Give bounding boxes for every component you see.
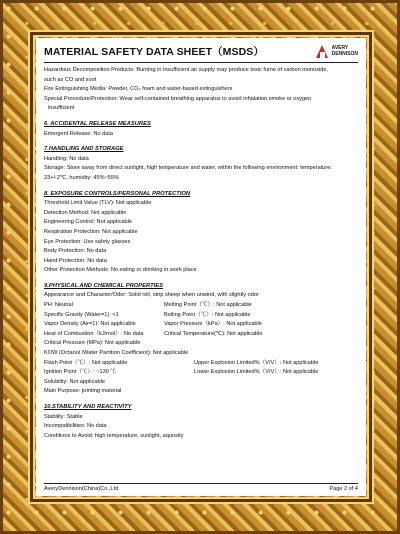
- kow-line: KOW (Octanol /Water Partition Coefficient): Not applicable: [44, 350, 189, 357]
- section-8-line: Detection Method: Not applicable: [44, 209, 127, 216]
- purpose-line: Main Purpose: printing material: [44, 388, 122, 395]
- property-right: Boiling Point（℃）: Not applicable: [164, 311, 251, 318]
- property-row: [44, 330, 358, 340]
- property-row: [44, 359, 358, 369]
- section-8-line: Engineering Control: Not applicable: [44, 219, 133, 226]
- section-6-line: Emergent Release: No data: [44, 130, 114, 137]
- section-8-heading: 8. EXPOSURE CONTROLS/PERSONAL PROTECTION: [44, 190, 191, 197]
- property-right: Lower Explosion Limited%（V/V）: Not applicable: [194, 369, 319, 376]
- property-left: Heat of Combustion（kJ/mol）: No data: [44, 330, 144, 337]
- logo-text-line1: AVERY: [331, 45, 349, 51]
- intro-line: such as CO and soot: [44, 76, 97, 83]
- section-8-line: Other Protection Methods: No eating or drinking in work place: [44, 267, 197, 274]
- property-right: Vapor Pressure（kPa）: Not applicable: [164, 321, 262, 328]
- section-10-line: Incompatibilities: No data: [44, 423, 107, 430]
- property-row: [44, 368, 358, 378]
- page-footer: [44, 483, 358, 492]
- intro-line: insufficient: [48, 105, 75, 112]
- property-right: Critical Temperature(℃): Not applicable: [164, 330, 263, 337]
- section-8-line: Hand Protection: No data: [44, 257, 107, 264]
- footer-company: AveryDennison(China)Co.,Ltd: [44, 486, 119, 492]
- section-7-heading: 7.HANDLING AND STORAGE: [44, 146, 124, 153]
- property-left: Flash Point（℃）: Not applicable: [44, 359, 128, 366]
- intro-line: Special Procedure/Protection: Wear self-contained breathing apparatus to avoid inhalation smoke or oxygen: [44, 95, 312, 102]
- section-8-line: Body Protection: No data: [44, 248, 107, 255]
- section-8-line: Eye Protection: Use safety glasses: [44, 238, 131, 245]
- intro-line: Hazardous Decomposition Products: Burning in insufficient air supply may produce toxic fume of carbon monoxide,: [44, 67, 329, 73]
- logo-triangle-icon: [316, 45, 329, 58]
- section-7-line: Storage: Store away from direct sunlight, high temperature and water, within the following environment: temperature:: [44, 165, 332, 172]
- section-9-heading: 9.PHYSICAL AND CHEMICAL PROPERTIES: [44, 282, 163, 289]
- critical-pressure: Critical Pressure (MPa): Not applicable: [44, 340, 141, 347]
- section-7-line: Handling: No data: [44, 155, 89, 162]
- solubility-line: Solubility: Not applicable: [44, 378, 105, 385]
- property-left: Ignition Point（℃）: ~130 ℃: [44, 369, 116, 376]
- property-row: [44, 320, 358, 330]
- logo-text-line2: DENNISON: [331, 50, 358, 57]
- avery-dennison-logo: [316, 45, 358, 58]
- document-page: [36, 38, 366, 496]
- section-8-line: Respiration Protection: Not applicable: [44, 228, 138, 235]
- property-left: PH: Neutral: [44, 302, 73, 309]
- intro-block: [44, 66, 358, 114]
- section-10-line: Conditions to Avoid: high temperature, sunlight, aquosity: [44, 432, 184, 439]
- section-6-heading: 6. ACCIDENTAL RELEASE MEASURES: [44, 120, 151, 127]
- document-title: MATERIAL SAFETY DATA SHEET（MSDS）: [44, 46, 265, 58]
- property-right: Upper Explosion Limited%（V/V）: Not applicable: [194, 359, 319, 366]
- section-9-appearance: Appearance and Character/Odor: Solid roll, strip sheep when unwind, with slightly odor: [44, 292, 259, 299]
- section-10-heading: 10.STABILITY AND REACTIVITY: [44, 404, 132, 410]
- intro-line: Fire Extinguishing Media: Powder, CO₂ foam and water-based extinguishers: [44, 86, 233, 93]
- property-left: Vapor Density (Air=1): Not applicable: [44, 321, 136, 328]
- property-right: Melting Point（℃）: Not applicable: [164, 302, 252, 309]
- section-10-line: Stability: Stable: [44, 413, 83, 420]
- document-header: [44, 44, 358, 63]
- property-left: Specific Gravity (Water=1): <1: [44, 311, 119, 318]
- section-8-line: Threshold Limit Value (TLV): Not applicable: [44, 200, 152, 207]
- section-7-line: 23+/-2℃, humidity: 45%~55%: [44, 174, 120, 181]
- property-row: [44, 311, 358, 321]
- property-row: [44, 301, 358, 311]
- footer-page-number: Page 2 of 4: [329, 486, 358, 492]
